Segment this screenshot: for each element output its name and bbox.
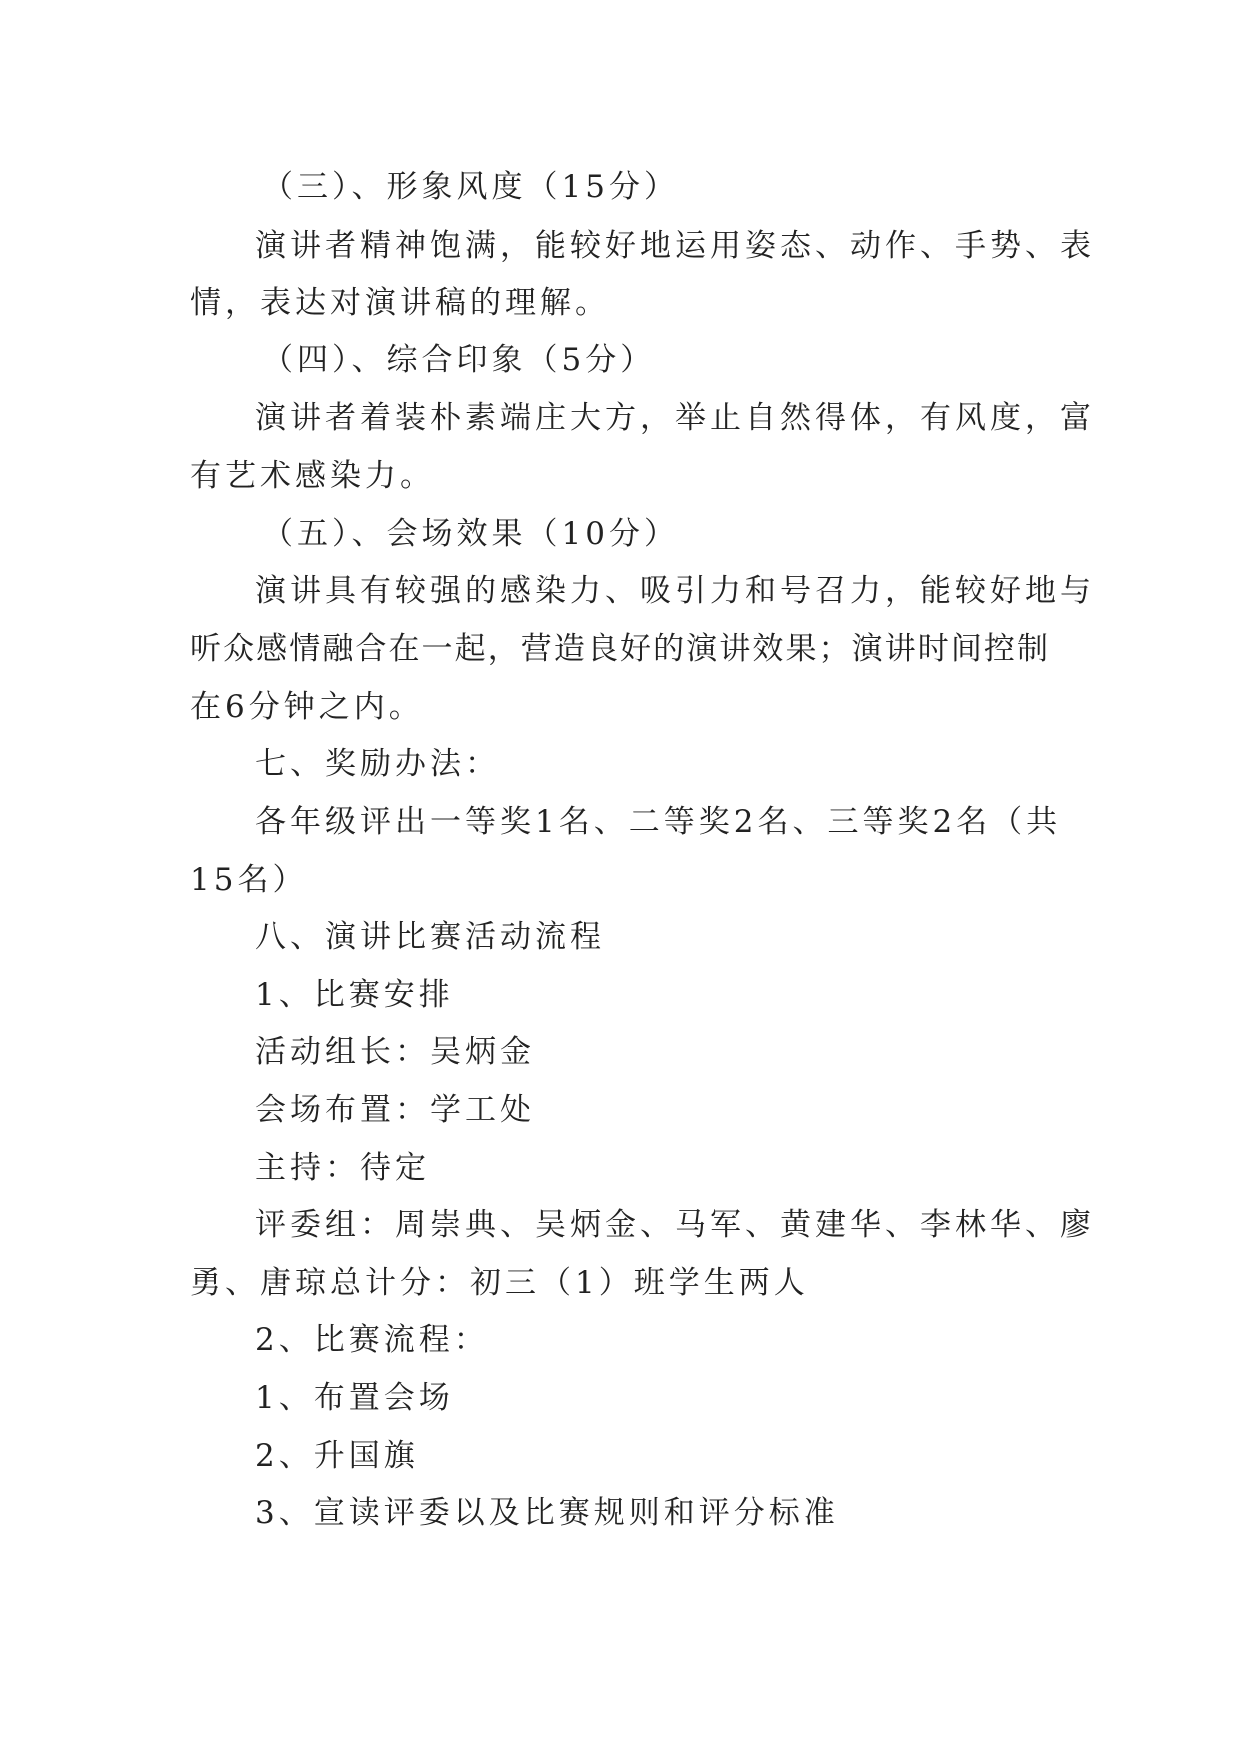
paragraph-line: 演讲具有较强的感染力、吸引力和号召力，能较好地与 bbox=[255, 573, 1095, 609]
paragraph-line: 演讲者着装朴素端庄大方，举止自然得体，有风度，富 bbox=[255, 400, 1095, 436]
paragraph-line: 勇、唐琼总计分：初三（1）班学生两人 bbox=[190, 1265, 809, 1301]
list-item: 会场布置：学工处 bbox=[255, 1092, 535, 1128]
section-heading-overall-impression: （四）、综合印象（5分） bbox=[262, 342, 656, 378]
paragraph-line: 各年级评出一等奖1名、二等奖2名、三等奖2名（共 bbox=[255, 804, 1062, 840]
list-item: 主持：待定 bbox=[255, 1150, 430, 1186]
list-item: 活动组长：吴炳金 bbox=[255, 1034, 535, 1070]
paragraph-line: 有艺术感染力。 bbox=[190, 458, 435, 494]
section-heading-venue-effect: （五）、会场效果（10分） bbox=[262, 516, 679, 552]
list-item: 1、比赛安排 bbox=[255, 977, 454, 1013]
paragraph-line: 评委组：周崇典、吴炳金、马军、黄建华、李林华、廖 bbox=[255, 1207, 1095, 1243]
section-heading-rewards: 七、奖励办法： bbox=[255, 746, 500, 782]
section-heading-process: 八、演讲比赛活动流程 bbox=[255, 919, 605, 955]
paragraph-line: 听众感情融合在一起，营造良好的演讲效果；演讲时间控制 bbox=[190, 631, 1050, 667]
paragraph-line: 演讲者精神饱满，能较好地运用姿态、动作、手势、表 bbox=[255, 228, 1095, 264]
list-item: 2、比赛流程： bbox=[255, 1322, 489, 1358]
paragraph-line: 情，表达对演讲稿的理解。 bbox=[190, 285, 610, 321]
section-heading-image-demeanor: （三）、形象风度（15分） bbox=[262, 169, 679, 205]
paragraph-line: 在6分钟之内。 bbox=[190, 689, 424, 725]
list-item: 3、宣读评委以及比赛规则和评分标准 bbox=[255, 1495, 839, 1531]
list-item: 2、升国旗 bbox=[255, 1438, 419, 1474]
list-item: 1、布置会场 bbox=[255, 1380, 454, 1416]
paragraph-line: 15名） bbox=[190, 862, 308, 898]
